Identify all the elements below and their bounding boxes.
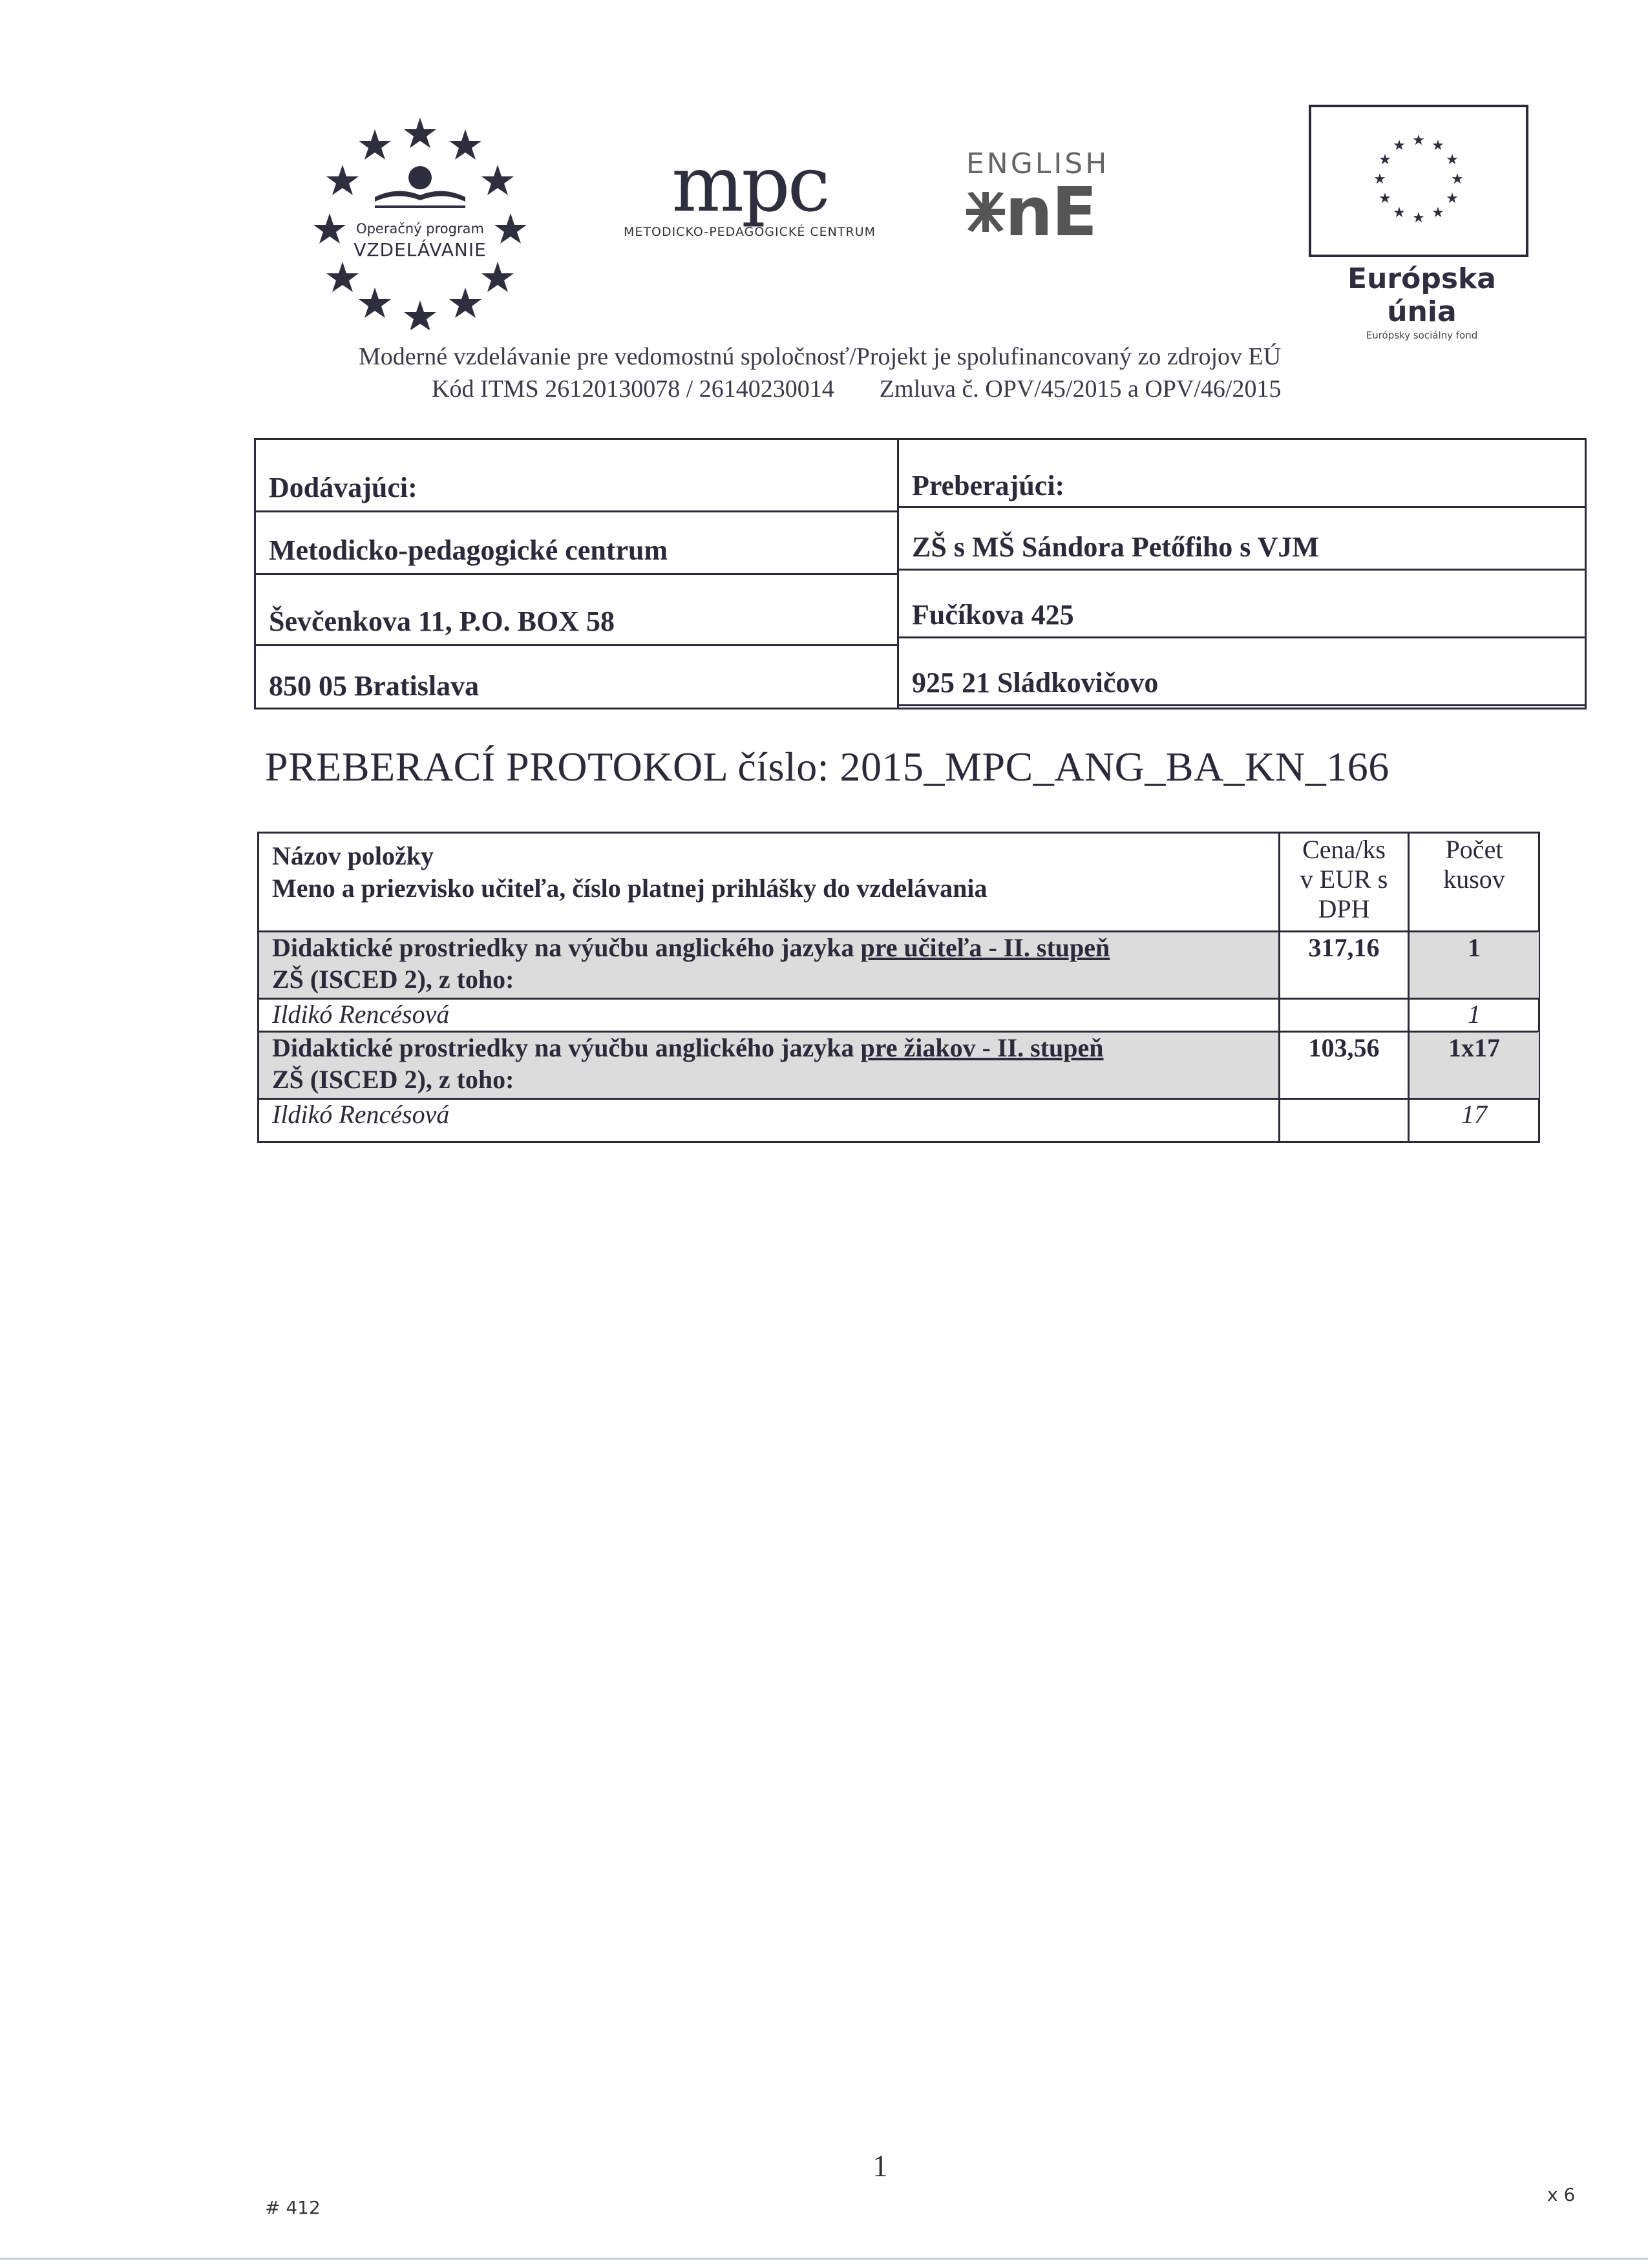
document-title: PREBERACÍ PROTOKOL číslo: 2015_MPC_ANG_BA_KN_166 xyxy=(265,744,1389,790)
row1-desc-text: Didaktické prostriedky na výučbu anglického jazyka xyxy=(272,933,861,962)
svg-text:★: ★ xyxy=(1446,152,1459,168)
receiver-city: 925 21 Sládkovičovo xyxy=(899,666,1585,706)
contract-number: Zmluva č. OPV/45/2015 a OPV/46/2015 xyxy=(879,375,1282,403)
row1-desc-underlined: pre učiteľa - II. stupeň xyxy=(860,933,1110,962)
op-line1: Operačný program xyxy=(356,221,484,236)
svg-text:★: ★ xyxy=(1431,138,1444,154)
row2-desc-underlined: pre žiakov - II. stupeň xyxy=(860,1033,1104,1062)
supplier-name: Metodicko-pedagogické centrum xyxy=(256,534,897,575)
row2-price: 103,56 xyxy=(1308,1033,1380,1062)
itms-contract-line xyxy=(432,375,1282,403)
english-one-logo xyxy=(966,147,1160,264)
mpc-subtitle: METODICKO-PEDAGOGICKÉ CENTRUM xyxy=(623,225,876,239)
row1-description-line1 xyxy=(272,933,1110,963)
itms-code: Kód ITMS 26120130078 / 26140230014 xyxy=(432,375,834,403)
header-price-2: v EUR s xyxy=(1300,865,1388,894)
row1-person-qty: 1 xyxy=(1468,1000,1481,1029)
row-divider-2 xyxy=(259,1031,1538,1033)
row1-person: Ildikó Rencésová xyxy=(272,1000,450,1029)
stamp-left: # 412 xyxy=(265,2197,321,2218)
row2-desc-text: Didaktické prostriedky na výučbu anglického jazyka xyxy=(272,1033,861,1062)
eu-flag xyxy=(1309,105,1528,257)
page-number: 1 xyxy=(872,2149,888,2183)
supplier-street: Ševčenkova 11, P.O. BOX 58 xyxy=(256,605,897,646)
row1-price: 317,16 xyxy=(1308,933,1380,962)
svg-text:★: ★ xyxy=(1379,191,1391,207)
english-word: ENGLISH xyxy=(966,147,1110,180)
svg-text:★: ★ xyxy=(1379,152,1391,168)
row2-person-qty: 17 xyxy=(1461,1100,1487,1129)
svg-text:★: ★ xyxy=(1393,138,1406,154)
header-qty-1: Počet xyxy=(1445,835,1503,864)
eu-stars-icon xyxy=(1311,107,1526,255)
row-divider-1 xyxy=(259,998,1538,1000)
supplier-label: Dodávajúci: xyxy=(256,471,897,512)
eu-title: Európska únia xyxy=(1347,262,1496,328)
svg-text:★: ★ xyxy=(1393,205,1406,221)
header-item-name: Názov položky xyxy=(272,841,434,870)
row1-description-line2: ZŠ (ISCED 2), z toho: xyxy=(272,965,514,994)
header-teacher-name: Meno a priezvisko učiteľa, číslo platnej prihlášky do vzdelávania xyxy=(272,874,988,903)
svg-text:★: ★ xyxy=(1431,205,1444,221)
supplier-city: 850 05 Bratislava xyxy=(269,670,480,702)
svg-text:★: ★ xyxy=(1412,210,1425,226)
one-word: nE xyxy=(1005,173,1097,251)
items-table xyxy=(257,832,1540,1143)
row2-description-line1 xyxy=(272,1033,1103,1063)
scan-edge-line xyxy=(0,2258,1648,2260)
receiver-name: ZŠ s MŠ Sándora Petőfiho s VJM xyxy=(899,530,1585,571)
row2-description-line2: ZŠ (ISCED 2), z toho: xyxy=(272,1065,514,1094)
mpc-logo xyxy=(601,140,898,265)
operacny-program-logo xyxy=(304,110,536,330)
row2-person: Ildikó Rencésová xyxy=(272,1100,450,1129)
receiver-street: Fučíkova 425 xyxy=(899,598,1585,638)
mpc-word: mpc xyxy=(671,140,828,229)
header-divider xyxy=(259,930,1538,932)
row-divider-3 xyxy=(259,1098,1538,1100)
stamp-right: x 6 xyxy=(1547,2184,1576,2205)
op-line2: VZDELÁVANIE xyxy=(354,239,487,260)
header-price-3: DPH xyxy=(1318,894,1370,923)
op-star-circle-icon xyxy=(304,110,536,330)
header-price-1: Cena/ks xyxy=(1302,835,1386,864)
eu-logo xyxy=(1309,105,1535,341)
receiver-label: Preberajúci: xyxy=(899,469,1585,508)
row2-qty: 1x17 xyxy=(1448,1033,1500,1062)
receiver-column xyxy=(897,438,1587,709)
svg-text:★: ★ xyxy=(1446,191,1459,207)
svg-text:★: ★ xyxy=(1373,171,1386,187)
svg-text:★: ★ xyxy=(1451,171,1464,187)
project-line: Moderné vzdelávanie pre vedomostnú spoločnosť/Projekt je spolufinancovaný zo zdrojov EÚ xyxy=(359,343,1282,370)
party-table xyxy=(254,438,1587,709)
eu-subtitle: Európsky sociálny fond xyxy=(1366,330,1478,341)
supplier-column xyxy=(254,438,899,709)
uk-flag-icon xyxy=(966,189,1005,235)
row1-qty: 1 xyxy=(1468,933,1481,962)
header-qty-2: kusov xyxy=(1443,865,1505,894)
svg-text:★: ★ xyxy=(1412,132,1425,149)
